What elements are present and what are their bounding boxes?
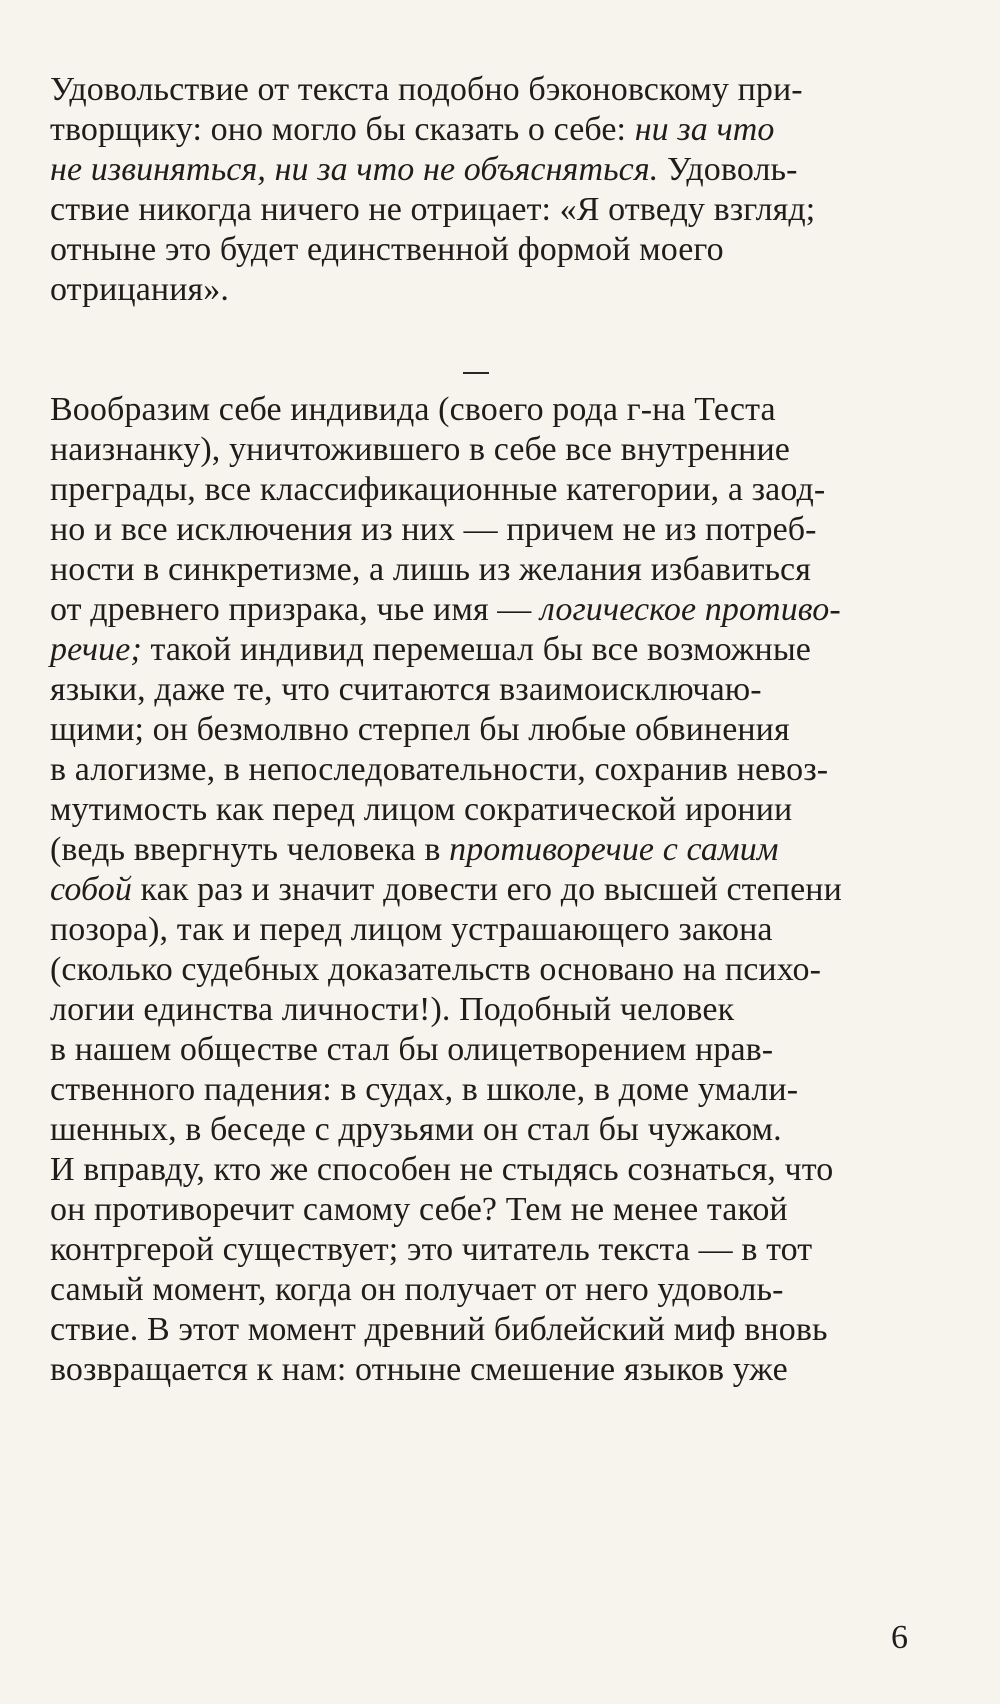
text-line: но и все исключения из них — причем не из потреб- (50, 511, 817, 548)
text-line: Вообразим себе индивида (своего рода г-на Теста (50, 391, 776, 428)
italic-phrase: логическое противо- (540, 591, 841, 628)
text-line: мутимость как перед лицом сократической иронии (50, 791, 793, 828)
text-line: логии единства личности!). Подобный человек (50, 991, 735, 1028)
text-line: возвращается к нам: отныне смешение языков уже (50, 1351, 788, 1388)
text-line: он противоречит самому себе? Тем не менее такой (50, 1191, 788, 1228)
text-line: в алогизме, в непоследовательности, сохранив невоз- (50, 751, 829, 788)
section-separator (463, 372, 489, 374)
text-line: ственного падения: в судах, в школе, в доме умали- (50, 1071, 799, 1108)
text-line: речие; такой индивид перемешал бы все возможные (50, 631, 811, 668)
text-line: преграды, все классификационные категории, а заод- (50, 471, 826, 508)
text-line: шенных, в беседе с друзьями он стал бы чужаком. (50, 1111, 782, 1148)
text-line: позора), так и перед лицом устрашающего закона (50, 911, 773, 948)
text-line: в нашем обществе стал бы олицетворением нрав- (50, 1031, 774, 1068)
text-line: отрицания». (50, 271, 229, 308)
text-line: наизнанку), уничтожившего в себе все внутренние (50, 431, 790, 468)
italic-phrase: ни за что (634, 111, 775, 148)
text-line: творщику: оно могло бы сказать о себе: ни за что (50, 111, 775, 148)
italic-phrase: не извиняться, ни за что не объясняться. (50, 151, 659, 188)
text-line: ствие. В этот момент древний библейский миф вновь (50, 1311, 828, 1348)
italic-phrase: собой (50, 871, 132, 908)
italic-phrase: речие; (50, 631, 142, 668)
text-line: щими; он безмолвно стерпел бы любые обвинения (50, 711, 790, 748)
page-number: 6 (891, 1619, 908, 1656)
text-line: (сколько судебных доказательств основано на психо- (50, 951, 822, 988)
text-line: контргерой существует; это читатель текста — в тот (50, 1231, 813, 1268)
text-line: от древнего призрака, чье имя — логическое противо- (50, 591, 841, 628)
text-line: Удовольствие от текста подобно бэконовскому при- (50, 71, 803, 108)
text-line: отныне это будет единственной формой моего (50, 231, 724, 268)
text-line: собой как раз и значит довести его до высшей степени (50, 871, 842, 908)
text-line: (ведь ввергнуть человека в противоречие с самим (50, 831, 779, 868)
text-line: не извиняться, ни за что не объясняться. Удоволь- (50, 151, 798, 188)
text-line: И вправду, кто же способен не стыдясь сознаться, что (50, 1151, 834, 1188)
italic-phrase: противоречие с самим (449, 831, 779, 868)
text-line: языки, даже те, что считаются взаимоисключаю- (50, 671, 762, 708)
text-line: самый момент, когда он получает от него удоволь- (50, 1271, 784, 1308)
text-line: ности в синкретизме, а лишь из желания избавиться (50, 551, 811, 588)
text-line: ствие никогда ничего не отрицает: «Я отведу взгляд; (50, 191, 816, 228)
